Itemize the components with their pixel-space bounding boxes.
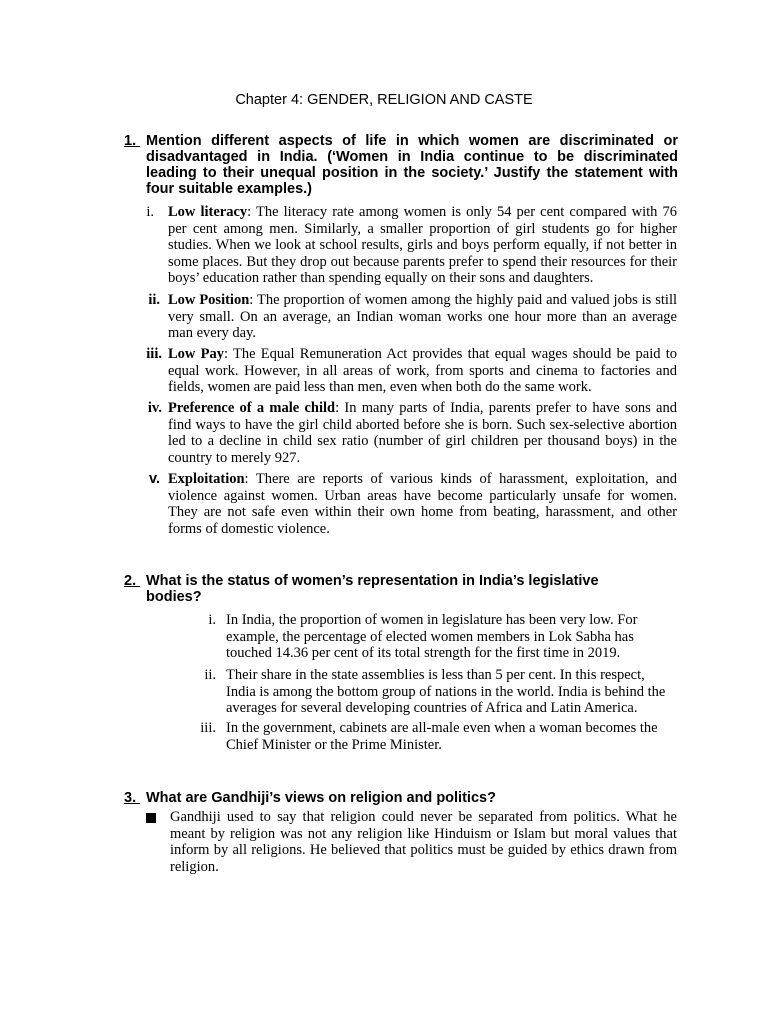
item-heading: Low Position [168,292,250,308]
list-item [168,471,677,537]
item-body: : In many parts of India, parents prefer to have sons and find ways to have the girl child aborted before she is born. Such sex-selective abortion led to a decline in child sex ratio (number of girl children per thousand boys) in the country to merely 927. [168,400,677,466]
item-heading: Exploitation [168,471,245,487]
item-body: : The Equal Remuneration Act provides that equal wages should be paid to equal work. However, in all areas of work, from sports and cinema to factories and fields, women are paid less than men, even when both do the same work. [168,346,678,396]
list-marker: ii. [148,292,160,308]
list-item: In India, the proportion of women in legislature has been very low. For example, the percentage of elected women members in Lok Sabha has touched 14.36 per cent of its total strength for the first time in 2019. [226,612,638,662]
question-text: What are Gandhiji’s views on religion and politics? [146,790,496,806]
item-body: : The literacy rate among women is only 54 per cent compared with 76 per cent among men. Similarly, a smaller proportion of girl students go for higher studies. When we look at school results, girls and boys perform equally, if not better in some places. But they drop out because parents prefer to spend their resources for their boys’ education rather than spending equally on their sons and daughters. [168,204,677,287]
item-body: : There are reports of various kinds of harassment, exploitation, and violence against women. Urban areas have become particularly unsafe for women. They are not safe even within their own home from beating, harassment, and other forms of domestic violence. [168,471,677,537]
list-item [168,204,677,287]
list-item: In the government, cabinets are all-male even when a woman becomes the Chief Minister or the Prime Minister. [226,720,658,753]
list-marker: iii. [146,346,162,362]
question-1 [124,133,678,197]
question-2 [124,573,644,605]
list-marker: v. [148,471,160,487]
list-item [168,400,677,466]
square-bullet-icon [146,813,156,823]
list-item [168,292,677,342]
list-marker: i. [208,612,216,628]
list-item: Their share in the state assemblies is less than 5 per cent. In this respect, India is among the bottom group of nations in the world. India is behind the averages for several developing countries of Africa and Latin America. [226,667,666,717]
question-number: 1. [124,133,141,149]
item-heading: Low Pay [168,346,224,362]
item-heading: Preference of a male child [168,400,336,416]
list-item [168,346,677,396]
question-text: What is the status of women’s representation in India’s legislative bodies? [146,573,599,605]
question-text: Mention different aspects of life in which women are discriminated or disadvantaged in India. (‘Women in India continue to be discriminated leading to their unequal position in the society.’ Justify the statement with four suitable examples.) [146,133,678,197]
item-body: : The proportion of women among the highly paid and valued jobs is still very small. On an average, an Indian woman works one hour more than an average man every day. [168,292,677,342]
list-item: Gandhiji used to say that religion could never be separated from politics. What he meant by religion was not any religion like Hinduism or Islam but moral values that inform by all religions. He believed that politics must be guided by ethics drawn from religion. [170,809,677,875]
list-marker: iii. [200,720,216,736]
list-marker: ii. [204,667,216,683]
list-marker: i. [146,204,154,220]
list-marker: iv. [147,400,162,416]
chapter-title: Chapter 4: GENDER, RELIGION AND CASTE [235,92,533,108]
question-number: 2. [124,573,141,589]
question-number: 3. [124,790,141,806]
question-3 [124,790,678,806]
item-heading: Low literacy [168,204,248,220]
